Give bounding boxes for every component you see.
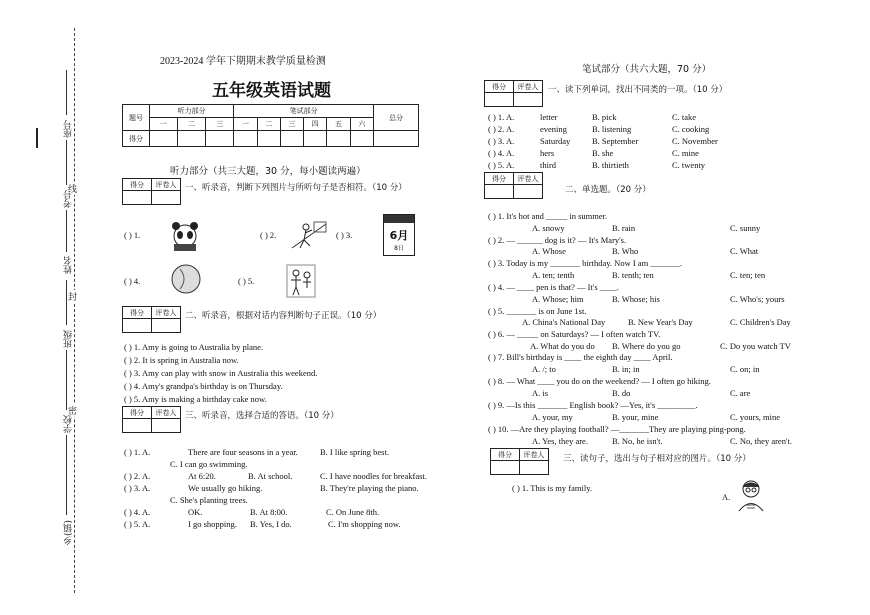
field-seat-number: 座号 <box>64 120 74 138</box>
w2-option-c: C. No, they aren't. <box>730 436 792 446</box>
w1-option-b: B. September <box>592 136 639 146</box>
col: 二 <box>257 118 280 131</box>
w1-option-a: Saturday <box>540 136 571 146</box>
w2-option-c: C. ten; ten <box>730 270 766 280</box>
w1-option-a: evening <box>540 124 567 134</box>
score-cell[interactable] <box>374 131 419 147</box>
grader-score-cell[interactable] <box>491 461 520 475</box>
w2-question: ( ) 10. —Are they playing football? —_______They are playing ping-pong. <box>488 424 746 434</box>
w2-option-b: B. New Year's Day <box>628 317 693 327</box>
w1-option-c: C. mine <box>672 148 699 158</box>
l3-option-c: C. I'm shopping now. <box>328 519 401 529</box>
year-title: 2023-2024 学年下期期末教学质量检测 <box>160 56 326 67</box>
l2-item: ( ) 1. Amy is going to Australia by plane. <box>124 342 264 352</box>
w3-item-1: ( ) 1. This is my family. <box>512 483 593 493</box>
l1-item-1: ( ) 1. <box>124 230 141 240</box>
l2-item: ( ) 4. Amy's grandpa's birthday is on Thursday. <box>124 381 283 391</box>
w1-option-a: letter <box>540 112 558 122</box>
w1-num: ( ) 4. A. <box>488 148 515 158</box>
w1-option-a: hers <box>540 148 555 158</box>
field-exam-number: 考号 <box>64 190 74 208</box>
grader-label: 评卷人 <box>152 307 181 319</box>
w1-option-b: B. pick <box>592 112 617 122</box>
l3-option-b: B. At school. <box>248 471 293 481</box>
w1-option-a: third <box>540 160 557 170</box>
w1-option-c: C. cooking <box>672 124 710 134</box>
grader-score-label: 得分 <box>123 307 152 319</box>
grader-score-label: 得分 <box>485 81 514 93</box>
l3-option-b: B. I like spring best. <box>320 447 389 457</box>
score-cell[interactable] <box>280 131 303 147</box>
col: 二 <box>178 118 206 131</box>
w2-option-b: B. No, he isn't. <box>612 436 663 446</box>
written-heading: 笔试部分（共六大题，70 分） <box>582 64 712 75</box>
score-table-listening: 听力部分 <box>150 105 234 118</box>
grader-box <box>122 178 181 205</box>
w2-option-a: A. Whose <box>532 246 566 256</box>
l2-item: ( ) 5. Amy is making a birthday cake now. <box>124 394 267 404</box>
cut-mark-2: 封 <box>68 292 78 302</box>
w2-question: ( ) 2. — ______ dog is it? — It's Mary's. <box>488 235 627 245</box>
people-climbing-icon <box>290 218 328 250</box>
w2-option-b: B. do <box>612 388 631 398</box>
written-s2-title: 二、单选题。（20 分） <box>565 185 651 195</box>
score-table-header: 题号 <box>123 105 150 131</box>
score-cell[interactable] <box>206 131 234 147</box>
grader-score-cell[interactable] <box>123 191 152 205</box>
l3-option-c: C. I have noodles for breakfast. <box>320 471 427 481</box>
w2-option-c: C. on; in <box>730 364 760 374</box>
l1-item-4: ( ) 4. <box>124 276 141 286</box>
w1-option-b: B. listening <box>592 124 632 134</box>
grader-score-cell[interactable] <box>485 185 514 199</box>
l1-item-3: ( ) 3. <box>336 230 353 240</box>
w2-option-a: A. your, my <box>532 412 573 422</box>
l3-option-b: B. Yes, I do. <box>250 519 292 529</box>
col: 五 <box>327 118 350 131</box>
grader-score-label: 得分 <box>485 173 514 185</box>
w2-question: ( ) 9. —Is this _______ English book? —Yes, it's _________. <box>488 400 698 410</box>
grader-box <box>484 172 543 199</box>
score-cell[interactable] <box>234 131 257 147</box>
w2-option-a: A. Yes, they are. <box>532 436 588 446</box>
l3-option-c: C. On June 8th. <box>326 507 380 517</box>
w2-question: ( ) 5. _______ is on June 1st. <box>488 306 587 316</box>
w2-option-a: A. Whose; him <box>532 294 584 304</box>
grader-cell[interactable] <box>514 185 543 199</box>
l3-option-a: At 6:20. <box>188 471 216 481</box>
calendar-day: 8日 <box>394 245 404 252</box>
w2-question: ( ) 8. — What ____ you do on the weekend? — I often go hiking. <box>488 376 711 386</box>
w2-option-c: C. What <box>730 246 759 256</box>
grader-label: 评卷人 <box>514 173 543 185</box>
col: 六 <box>350 118 373 131</box>
grader-label: 评卷人 <box>152 179 181 191</box>
w2-option-b: B. Whose; his <box>612 294 660 304</box>
grader-label: 评卷人 <box>152 407 181 419</box>
grader-cell[interactable] <box>514 93 543 107</box>
w2-option-b: B. Who <box>612 246 639 256</box>
w1-option-c: C. take <box>672 112 697 122</box>
w2-option-c: C. yours, mine <box>730 412 781 422</box>
l2-item: ( ) 3. Amy can play with snow in Australia this weekend. <box>124 368 318 378</box>
l3-num: ( ) 4. A. <box>124 507 151 517</box>
grader-box <box>484 80 543 107</box>
l3-option-a: There are four seasons in a year. <box>188 447 298 457</box>
grader-label: 评卷人 <box>520 449 549 461</box>
grader-box <box>122 306 181 333</box>
l3-option-a: We usually go hiking. <box>188 483 263 493</box>
w2-option-b: B. rain <box>612 223 636 233</box>
l3-num: ( ) 2. A. <box>124 471 151 481</box>
grader-score-cell[interactable] <box>123 419 152 433</box>
written-s1-title: 一、读下列单词，找出不同类的一项。（10 分） <box>548 85 728 95</box>
w2-question: ( ) 1. It's hot and _____ in summer. <box>488 211 608 221</box>
people-scene-icon <box>285 263 317 299</box>
calendar-icon <box>383 214 415 256</box>
score-table-total: 总分 <box>374 105 419 131</box>
cut-line <box>74 28 75 593</box>
cut-mark-3: 密 <box>68 406 78 416</box>
score-cell[interactable] <box>327 131 350 147</box>
grader-score-label: 得分 <box>491 449 520 461</box>
col: 一 <box>150 118 178 131</box>
w2-question: ( ) 6. — _____ on Saturdays? — I often watch TV. <box>488 329 661 339</box>
w1-option-b: B. thirtieth <box>592 160 629 170</box>
w2-option-a: A. snowy <box>532 223 565 233</box>
l3-num: ( ) 3. A. <box>124 483 151 493</box>
score-cell[interactable] <box>304 131 327 147</box>
field-school: 学校 <box>64 415 74 433</box>
l3-option-c: C. She's planting trees. <box>170 495 248 505</box>
moon-ball-icon <box>170 263 202 295</box>
score-table <box>122 104 419 147</box>
field-class: 班级 <box>64 330 74 348</box>
l2-item: ( ) 2. It is spring in Australia now. <box>124 355 239 365</box>
l3-num: ( ) 5. A. <box>124 519 151 529</box>
w2-question: ( ) 4. — ____ pen is that? — It's ____. <box>488 282 619 292</box>
l3-option-c: C. I can go swimming. <box>170 459 248 469</box>
w1-num: ( ) 2. A. <box>488 124 515 134</box>
exam-title: 五年级英语试题 <box>212 81 331 101</box>
person-portrait-icon <box>736 478 766 512</box>
grader-cell[interactable] <box>520 461 549 475</box>
w1-num: ( ) 5. A. <box>488 160 515 170</box>
grader-box <box>490 448 549 475</box>
l3-option-b: B. At 8:00. <box>250 507 288 517</box>
cut-mark-1: 线 <box>68 184 78 194</box>
w2-option-a: A. ten; tenth <box>532 270 575 280</box>
grader-score-cell[interactable] <box>485 93 514 107</box>
w2-option-a: A. is <box>532 388 549 398</box>
w3-label-a: A. <box>722 492 731 502</box>
w1-option-c: C. twenty <box>672 160 706 170</box>
calendar-month: 6月 <box>389 229 409 242</box>
grader-score-label: 得分 <box>123 407 152 419</box>
w2-option-a: A. /; to <box>532 364 556 374</box>
w2-option-a: A. What do you do <box>530 341 595 351</box>
w2-option-b: B. in; in <box>612 364 640 374</box>
w2-option-c: C. Who's; yours <box>730 294 785 304</box>
grader-score-cell[interactable] <box>123 319 152 333</box>
w2-question: ( ) 3. Today is my _______ birthday. Now I am _______. <box>488 258 683 268</box>
l3-option-a: I go shopping. <box>188 519 237 529</box>
w1-num: ( ) 3. A. <box>488 136 515 146</box>
w1-num: ( ) 1. A. <box>488 112 515 122</box>
w1-option-c: C. November <box>672 136 718 146</box>
grader-label: 评卷人 <box>514 81 543 93</box>
score-cell[interactable] <box>350 131 373 147</box>
panda-icon <box>168 218 202 252</box>
score-row-label: 得分 <box>123 131 150 147</box>
w2-option-a: A. China's National Day <box>522 317 606 327</box>
field-name: 姓名 <box>64 256 74 274</box>
listening-s2-title: 二、听录音，根据对话内容判断句子正误。（10 分） <box>185 311 382 321</box>
score-table-written: 笔试部分 <box>234 105 374 118</box>
score-cell[interactable] <box>257 131 280 147</box>
grader-box <box>122 406 181 433</box>
written-s3-title: 三、读句子，选出与句子相对应的图片。（10 分） <box>563 454 751 464</box>
w2-option-b: B. tenth; ten <box>612 270 654 280</box>
listening-s1-title: 一、听录音，判断下列图片与所听句子是否相符。（10 分） <box>185 183 407 193</box>
w2-option-c: C. Do you watch TV <box>720 341 791 351</box>
col: 一 <box>234 118 257 131</box>
score-cell[interactable] <box>150 131 178 147</box>
w2-question: ( ) 7. Bill's birthday is ____ the eighth day ____ April. <box>488 352 673 362</box>
score-cell[interactable] <box>178 131 206 147</box>
listening-s3-title: 三、听录音，选择合适的答语。（10 分） <box>185 411 339 421</box>
w2-option-c: C. sunny <box>730 223 761 233</box>
l3-option-b: B. They're playing the piano. <box>320 483 419 493</box>
listening-heading: 听力部分（共三大题，30 分，每小题读两遍） <box>170 166 366 177</box>
w2-option-b: B. your, mine <box>612 412 659 422</box>
l3-num: ( ) 1. A. <box>124 447 151 457</box>
grader-cell[interactable] <box>152 191 181 205</box>
col: 四 <box>304 118 327 131</box>
grader-score-label: 得分 <box>123 179 152 191</box>
l1-item-5: ( ) 5. <box>238 276 255 286</box>
field-township: 乡(镇) <box>64 520 74 546</box>
grader-cell[interactable] <box>152 319 181 333</box>
w2-option-c: C. Children's Day <box>730 317 791 327</box>
grader-cell[interactable] <box>152 419 181 433</box>
col: 三 <box>280 118 303 131</box>
l3-option-a: OK. <box>188 507 203 517</box>
w2-option-c: C. are <box>730 388 751 398</box>
col: 三 <box>206 118 234 131</box>
l1-item-2: ( ) 2. <box>260 230 277 240</box>
w1-option-b: B. she <box>592 148 614 158</box>
w2-option-b: B. Where do you go <box>612 341 681 351</box>
